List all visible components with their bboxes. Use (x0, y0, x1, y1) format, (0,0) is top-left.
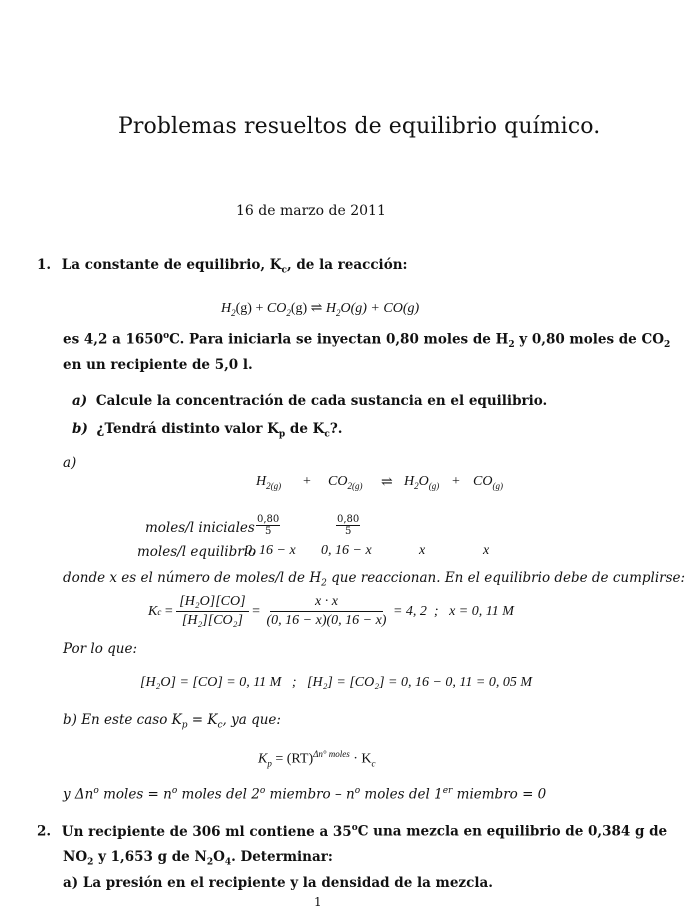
row2-label: moles/l equilibrio (137, 544, 257, 560)
problem-2-line1: 2. Un recipiente de 306 ml contiene a 35$^o$C una mezcla en equilibrio de 0,384 g de (37, 823, 668, 840)
table-h2o: $H_2O_{(g)}$ (404, 474, 440, 491)
question-b-end: ?. (329, 421, 343, 437)
table-h2: $H_{2(g)}$ (256, 474, 282, 491)
co2-state: (g) ⇌ (290, 301, 326, 316)
question-b-mid: de K (285, 421, 325, 437)
row2-v1: 0, 16 − x (245, 543, 296, 558)
co2-sub: 2 (286, 307, 291, 318)
statement-text-end: , de la reacción: (286, 257, 408, 273)
line2-a: es 4,2 a 1650 (63, 331, 164, 348)
page-date: 16 de marzo de 2011 (236, 203, 386, 219)
problem-2-line2: $NO_2$ y 1,653 g de $N_2O_4$. Determinar: (63, 849, 333, 868)
line2-c: y 0,80 moles de CO (514, 331, 664, 348)
row2-v3: x (419, 543, 426, 558)
page-title: Problemas resueltos de equilibrio químico. (118, 114, 601, 139)
line2-b: C. Para iniciarla se inyectan 0,80 moles de H (169, 331, 509, 348)
co2-symbol: CO (266, 301, 287, 316)
h2-sub: 2 (231, 307, 236, 318)
table-plus2: + (452, 474, 460, 489)
por-lo-que: Por lo que: (63, 641, 138, 657)
question-a-label: a) (72, 393, 88, 409)
kp-formula: $K_p = (RT)^{\Delta n^\circ moles} \cdot K_c$ (258, 749, 376, 769)
table-co2: $CO_{2(g)}$ (328, 474, 363, 491)
problem-1-line2 (63, 331, 670, 350)
statement-text: La constante de equilibrio, K (61, 257, 282, 273)
table-eq-arrow: ⇌ (381, 475, 393, 490)
degree-sup: o (163, 331, 170, 341)
kc-subscript: c (281, 265, 287, 276)
question-a (72, 393, 547, 409)
h2-sub: 2 (508, 340, 515, 351)
reaction-equation (221, 300, 419, 318)
kc-equation: K c = $\frac{\text{[H₂O][CO]}}{\text{[H₂][CO₂]}}$ = $\frac{x \cdot x}{(0, 16 - x)(0, 16 - x)}$ = 4, 2 ; x = 0, 11 M (148, 594, 514, 628)
table-plus1: + (303, 474, 311, 489)
row1-label: moles/l iniciales (145, 520, 255, 536)
page-number: 1 (314, 895, 322, 909)
question-a-text: Calcule la concentración de cada sustancia en el equilibrio. (95, 393, 548, 409)
problem-1-number: 1. (37, 257, 52, 273)
question-b (72, 421, 342, 440)
problem-1-statement-line1 (37, 257, 408, 276)
answer-b-text: b) En este caso $K_p = K_c$, ya que: (63, 712, 281, 731)
concentrations-result: [H₂O] = [CO] = 0, 11 M ; [H₂] = [CO₂] = 0, 16 − 0, 11 = 0, 05 M (140, 675, 533, 690)
kp-sub: p (278, 429, 286, 440)
h2-state: (g) + (235, 301, 267, 316)
co2-sub: 2 (663, 340, 671, 351)
question-b-label: b) (72, 421, 88, 437)
answer-a-label: a) (63, 455, 77, 471)
question-b-pre: ¿Tendrá distinto valor K (96, 421, 279, 437)
h2o-symbol: H (325, 301, 336, 316)
kc-sub: c (324, 429, 330, 440)
problem-2-number: 2. (37, 823, 52, 840)
explanation-text: donde x es el número de moles/l de $H_2$ que reaccionan. En el equilibrio debe de cumplirse: (63, 570, 685, 589)
row2-v4: x (483, 543, 490, 558)
problem-1-line3: en un recipiente de 5,0 l. (63, 357, 253, 373)
h2o-sub: 2 (336, 307, 341, 318)
row2-v2: 0, 16 − x (321, 543, 372, 558)
table-co: $CO_{(g)}$ (473, 474, 503, 491)
problem-2-line3: a) La presión en el recipiente y la densidad de la mezcla. (63, 875, 493, 891)
h2o-rest: O(g) + CO(g) (340, 301, 420, 316)
h2-symbol: H (221, 301, 232, 316)
delta-n-explanation: y $\Delta n^o$ moles = $n^o$ moles del 2$^o$ miembro – $n^o$ moles del 1er miembro = 0 (63, 786, 547, 803)
row1-frac2: $\frac{0,80}{5}$ (337, 514, 360, 537)
row1-frac1: $\frac{0,80}{5}$ (257, 514, 280, 537)
